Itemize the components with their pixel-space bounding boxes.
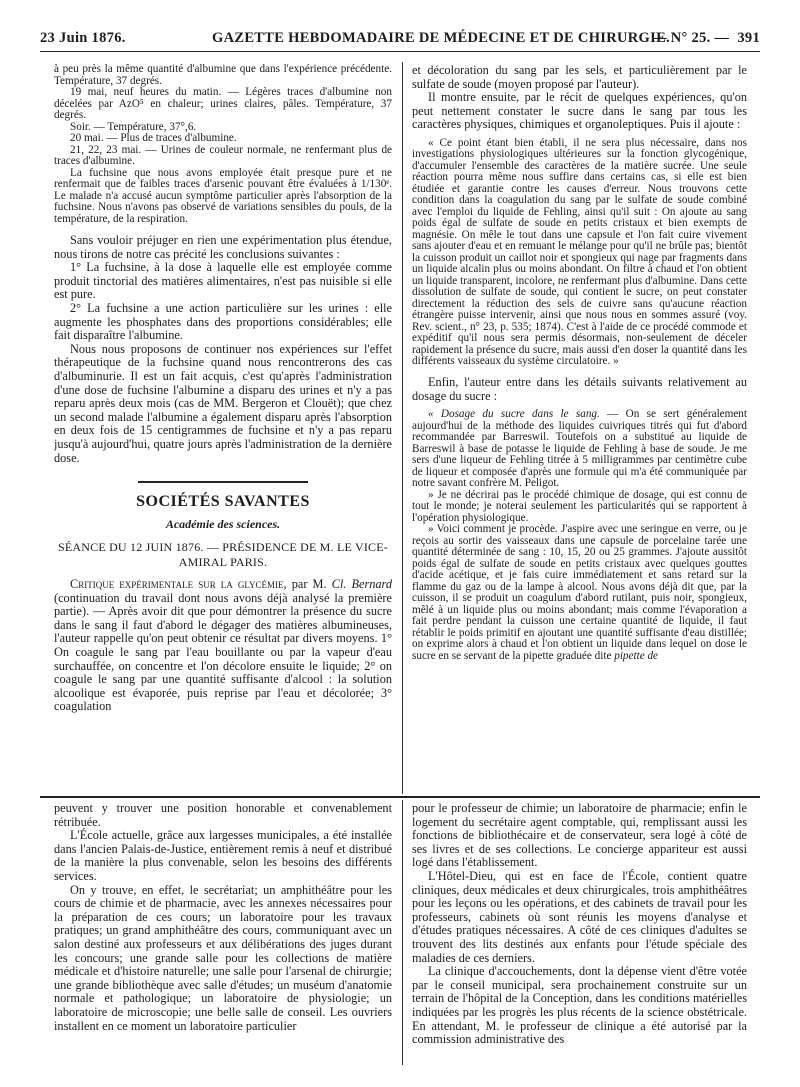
conclusions	[54, 234, 392, 465]
paragraph: On y trouve, en effet, le secrétariat; un amphithéâtre pour les cours de chimie et de pharmacie, avec les annexes nécessaires pour la préparation de ces cours; un laboratoire pour les travaux pratiques; un grand amphithéâtre des cours, communiquant avec un salon destiné aux professeurs et aux délibérations des juges durant les concours; une grande salle pour les collections de matière médicale et d'histoire naturelle; une salle pour l'arsenal de chirurgie; une grande bibliothèque avec salle d'études; un muséum d'anatomie normale et pathologique; un laboratoire de physiologie; un laboratoire de microscopie; une belle salle de conseil. Les ouvriers installent en ce moment un laboratoire particulier	[54, 882, 392, 1033]
quotation	[412, 138, 747, 368]
paragraph: 1° La fuchsine, à la dose à laquelle elle est employée comme produit tinctorial des matières alimentaires, n'est pas nuisible si elle est pure.	[54, 260, 392, 302]
procedure-end: pipette de	[614, 649, 659, 662]
article-label: Critique expérimentale sur la glycémie,	[70, 577, 287, 592]
paragraph	[54, 578, 392, 714]
paragraph: peuvent y trouver une position honorable et convenablement rétribuée.	[54, 802, 392, 829]
paragraph: L'Hôtel-Dieu, qui est en face de l'École, contient quatre cliniques, deux médicales et deux chirurgicales, trois amphithéâtres pour les leçons ou les opérations, et des cabinets de travail pour les professeurs, cabinets où sont réunis les moyens d'analyse et d'études pratiques nécessaires. A côté de ces cliniques d'adultes se trouvent des lits destinés aux enfants pour l'étude spéciale des maladies de ces derniers.	[412, 868, 747, 965]
paragraph: Nous nous proposons de continuer nos expériences sur l'effet thérapeutique de la fuchsine quand nous rencontrerons des cas d'albuminurie. Il est un fait acquis, c'est qu'après l'administration d'une dose de fuchsine l'albumine a disparu des urines et n'y a pas reparu après deux mois (cas de MM. Bergeron et Clouët); que chez un second malade l'albumine a également disparu après l'absorption en deux fois de 15 centigrammes de fuchsine et n'y a pas reparu jusqu'à aujourd'hui, quatre jours après l'administration de la dernière dose.	[54, 341, 392, 465]
paragraph: et décoloration du sang par les sels, et particulièrement par le sulfate de soude (moyen proposé par l'auteur).	[412, 64, 747, 91]
section-heading-block	[54, 481, 392, 570]
seance-heading: SÉANCE DU 12 JUIN 1876. — PRÉSIDENCE DE M. LE VICE-AMIRAL PARIS.	[58, 540, 388, 570]
paragraph: Soir. — Température, 37°,6.	[70, 120, 197, 133]
header-date: 23 Juin 1876.	[40, 30, 126, 46]
paragraph	[412, 409, 747, 490]
dosage-intro	[412, 376, 747, 403]
paragraph: 21, 22, 23 mai. — Urines de couleur normale, ne renfermant plus de traces d'albumine.	[54, 143, 392, 167]
header-page-number: 391	[737, 30, 760, 46]
paragraph: 20 mai. — Plus de traces d'albumine.	[70, 132, 237, 144]
running-header	[40, 30, 760, 52]
procedure-text: » Voici comment je procède. J'aspire avec une seringue en verre, ou je reçois au sortir des vaisseaux dans une capsule de porcelaine tarée une quantité déterminée de sang : 10, 15, 20 ou 25 grammes. J'ajoute aussitôt poids égal de sulfate de soude en petits cristaux avec quelques gouttes d'acide acétique, et je fais cuire immédiatement et sans retard sur la flamme du gaz ou de la lampe à alcool. Nous avons déjà dit que, par la cuisson, il se produit un coagulum d'abord rutilant, puis noir, spongieux, mêlé à un liquide plus ou moins abondant; mais comme l'évaporation a fait perdre pendant la cuisson une certaine quantité de liquide, il faut rétablir le poids primitif en ajoutant une quantité suffisante d'eau distillée; on exprime alors à chaud et l'on obtient un liquide dans lequel on dose le sucre en se servant de la pipette graduée dite	[412, 523, 747, 662]
paragraph: L'École actuelle, grâce aux largesses municipales, a été installée dans l'ancien Palais-de-Justice, entièrement remis à neuf et distribué de la manière la plus convenable, selon les besoins des différents services.	[54, 828, 392, 883]
column-divider-top	[402, 62, 403, 794]
paragraph: à peu près la même quantité d'albumine que dans l'expérience précédente. Température, 37 degrés.	[54, 64, 392, 87]
header-journal-title: GAZETTE HEBDOMADAIRE DE MÉDECINE ET DE CHIRURGIE.	[212, 30, 670, 46]
dosage-quotation	[412, 409, 747, 662]
case-notes	[54, 64, 392, 225]
bottom-right-column	[412, 802, 747, 1067]
paragraph: La fuchsine que nous avons employée était presque pure et ne renfermait que de faibles traces d'arsenic pouvant être évaluées à 1/130ᵉ. Le malade n'a accusé aucun symptôme particulier après l'absorption de la fuchsine. Nous n'avons pas observé de variations sensibles du pouls, de la température, de la respiration.	[54, 166, 392, 225]
academy-title: Académie des sciences.	[165, 517, 281, 532]
top-left-column	[54, 64, 392, 794]
bottom-left-column	[54, 802, 392, 1067]
intro-paragraphs	[412, 64, 747, 132]
critique-article	[54, 578, 392, 714]
article-by: par M.	[291, 577, 327, 592]
section-title: SOCIÉTÉS SAVANTES	[136, 493, 310, 511]
paragraph: 2° La fuchsine a une action particulière sur les urines : elle augmente les phosphates dans des proportions considérables; elle fait disparaître l'albumine.	[54, 300, 392, 343]
article-text: (continuation du travail dont nous avons déjà analysé la première partie). — Après avoir dit que pour démontrer la présence du sucre dans le sang il faut d'abord le dégager des matières albumineuses, l'auteur rappelle qu'on peut obtenir ce résultat par divers moyens. 1° On coagule le sang par l'eau bouillante ou par la vapeur d'eau surchauffée, on concentre et l'on décolore ensuite le liquide; 2° on coagule le sang par une quantité suffisante d'alcool : la solution alcoolique est évaporée, puis reprise par l'eau et décolorée; 3° coagulation	[54, 590, 392, 714]
paragraph: Enfin, l'auteur entre dans les détails suivants relativement au dosage du sucre :	[412, 374, 747, 403]
paragraph: 19 mai, neuf heures du matin. — Légères traces d'albumine non décelées par AzO⁵ en chaleur; urines claires, pâles. Température, 37 degrés.	[54, 86, 392, 121]
paragraph: Sans vouloir préjuger en rien une expérimentation plus étendue, nous tirons de notre cas précité les conclusions suivantes :	[54, 233, 392, 261]
paragraph: Il montre ensuite, par le récit de quelques expériences, qu'on peut nettement constater le sucre dans le sang par tous les caractères physiques, chimiques et organoleptiques. Puis il ajoute :	[412, 90, 747, 132]
article-author: Cl. Bernard	[331, 577, 392, 592]
paragraph: pour le professeur de chimie; un laboratoire de pharmacie; enfin le logement du secrétaire agent comptable, qui, remplissant aussi les fonctions de bibliothécaire et de conservateur, sera logé à côté de ses livres et de ses collections. Le concierge appariteur est aussi logé dans l'établissement.	[412, 802, 747, 870]
dosage-text: — On se sert généralement aujourd'hui de la méthode des liquides cuivriques titrés qui fut d'abord recommandée par Barreswil. Toutefois on a substitué au liquide de Barreswil à base de potasse le liquide de Fehling à base de soude. Je me sers d'une liqueur de Fehling titrée à 5 milligrammes par centimètre cube de liqueur et composée d'après une formule qui m'a été communiquée par notre savant confrère M. Peligot.	[412, 408, 747, 490]
paragraph: » Je ne décrirai pas le procédé chimique de dosage, qui est connu de tout le monde; je noterai seulement les particularités qui se rapportent à l'opération physiologique.	[412, 488, 747, 524]
top-right-column	[412, 64, 747, 794]
column-divider-bottom	[402, 800, 403, 1065]
dosage-label: « Dosage du sucre dans le sang.	[428, 408, 600, 421]
header-issue-number: — N° 25. —	[652, 30, 730, 46]
paragraph: La clinique d'accouchements, dont la dépense vient d'être votée par le conseil municipal, sera prochainement construite sur un terrain de l'hôpital de la Conception, dans les conditions matérielles indiquées par les progrès les plus récents de la science obstétricale. En attendant, M. le professeur de clinique a été autorisé par la commission administrative des	[412, 964, 747, 1047]
paragraph	[412, 524, 747, 662]
horizontal-page-divider	[40, 796, 760, 798]
paragraph: « Ce point étant bien établi, il ne sera plus nécessaire, dans nos investigations physiologiques ultérieures sur la fonction glycogénique, d'accumuler l'ensemble des caractères de la matière sucrée. Une seule réaction pourra même nous suffire dans certains cas, si elle est bien étudiée et garantie contre les causes d'erreur. Nous trouvons cette condition dans la coagulation du sang par le sulfate de soude combiné avec l'emploi du liquide de Fehling, ainsi qu'il suit : On ajoute au sang poids égal de sulfate de soude en petits cristaux et bien exempts de magnésie. On mêle le tout dans une capsule et l'on fait cuire vivement sans ajouter d'eau et en remuant le mélange pour qu'il ne brûle pas; bientôt la cuisson produit un caillot noir et spongieux qui nage par fragments dans un liquide alcalin plus ou moins abondant. On filtre à chaud et l'on obtient un liquide transparent, incolore, ne renfermant plus d'albumine. Dans cette dissolution de sulfate de soude, qui contient le sucre, on peut constater directement la réduction des sels de cuivre sans qu'aucune réaction étrangère puisse intervenir, ainsi que nous nous en sommes assuré (voy. Rev. scient., n° 23, p. 535; 1874). C'est à l'aide de ce procédé commode et expéditif qu'il nous sera permis désormais, non-seulement de déceler rapidement la présence du sucre, mais aussi d'en doser la quantité dans les différents vaisseaux du système circulatoire. »	[412, 136, 747, 368]
section-rule	[138, 481, 308, 483]
